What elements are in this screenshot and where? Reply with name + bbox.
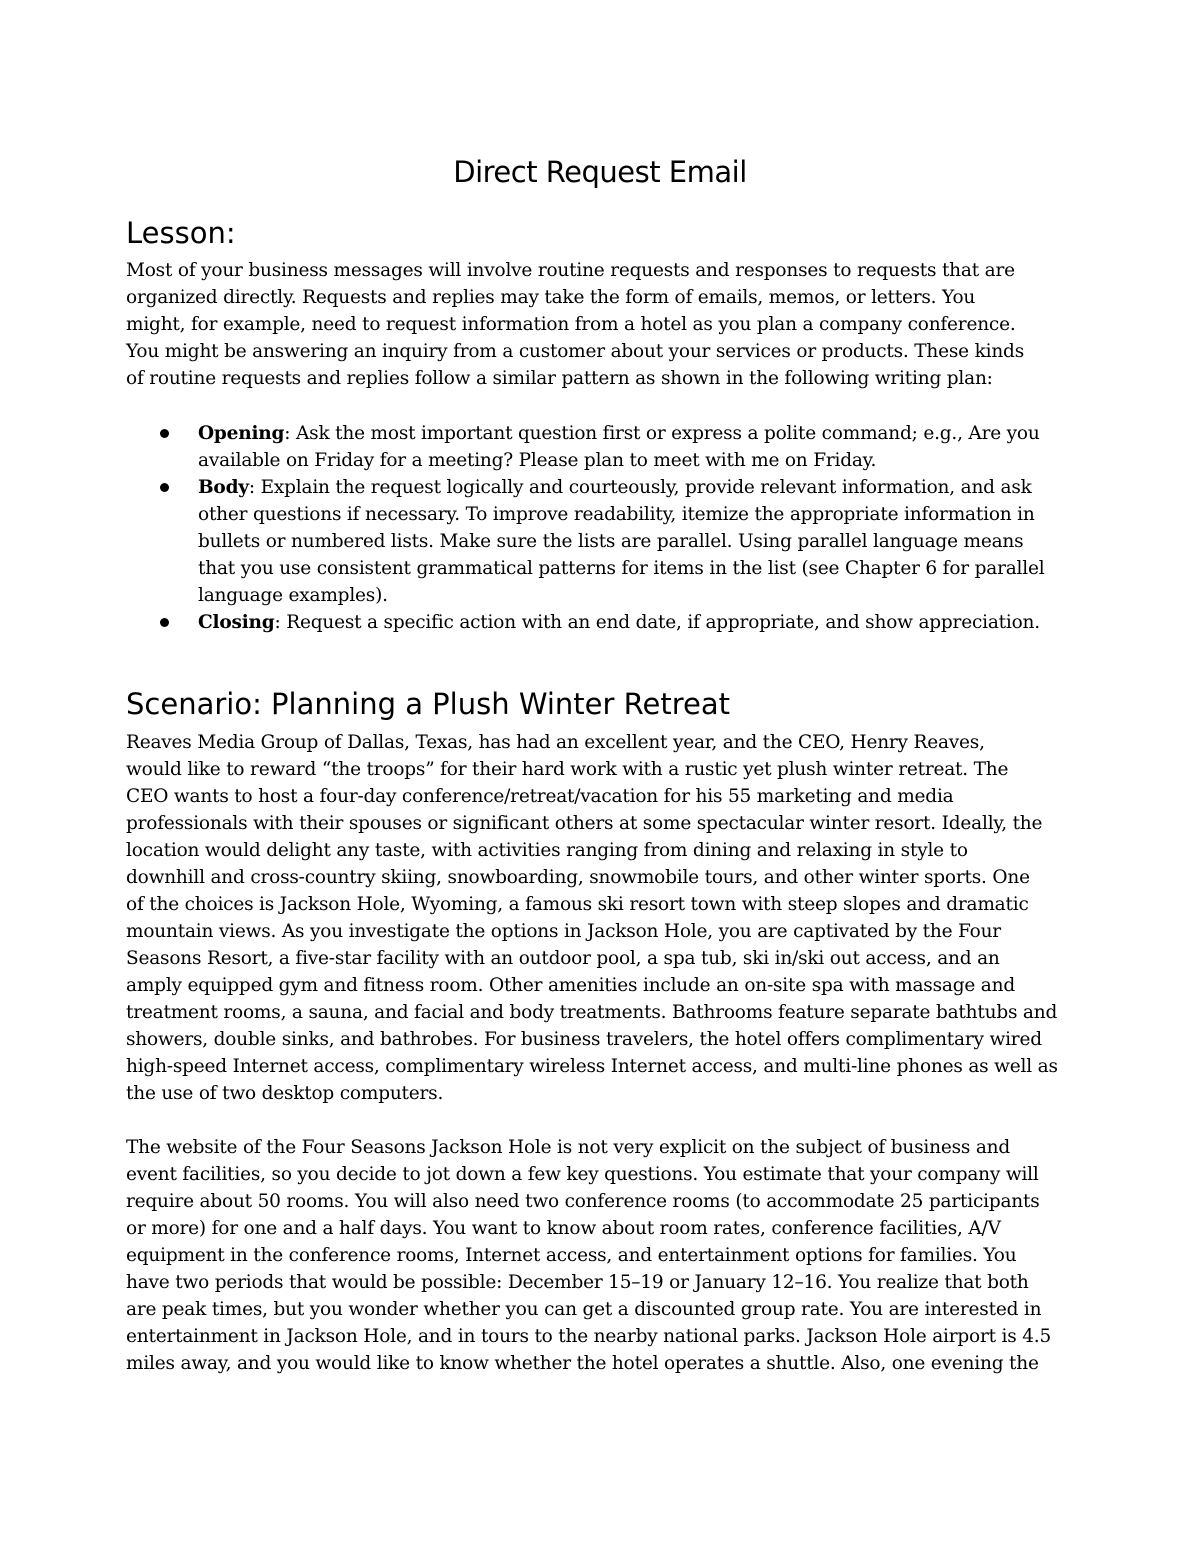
- list-item-text: : Ask the most important question first or express a polite command; e.g., Are you: [284, 423, 1040, 444]
- paragraph-line: or more) for one and a half days. You want to know about room rates, conference facilities, A/V: [126, 1218, 1001, 1239]
- paragraph-line: showers, double sinks, and bathrobes. For business travelers, the hotel offers complimentary wired: [126, 1029, 1042, 1050]
- paragraph-line: organized directly. Requests and replies may take the form of emails, memos, or letters. You: [126, 287, 976, 308]
- list-item-text: : Explain the request logically and courteously, provide relevant information, and ask: [248, 477, 1032, 498]
- list-item-line: bullets or numbered lists. Make sure the lists are parallel. Using parallel language means: [198, 531, 1024, 552]
- lesson-heading: Lesson:: [126, 216, 236, 250]
- lesson-paragraph: [126, 257, 1086, 392]
- list-item-term: Closing: [198, 612, 275, 633]
- paragraph-line: miles away, and you would like to know whether the hotel operates a shuttle. Also, one evening the: [126, 1353, 1039, 1374]
- paragraph-line: have two periods that would be possible: December 15–19 or January 12–16. You realize that both: [126, 1272, 1029, 1293]
- paragraph-line: You might be answering an inquiry from a customer about your services or products. These kinds: [126, 341, 1024, 362]
- paragraph-line: mountain views. As you investigate the options in Jackson Hole, you are captivated by the Four: [126, 921, 1001, 942]
- paragraph-line: high-speed Internet access, complimentary wireless Internet access, and multi-line phones as well as: [126, 1056, 1058, 1077]
- paragraph-line: the use of two desktop computers.: [126, 1083, 444, 1104]
- paragraph-line: downhill and cross-country skiing, snowboarding, snowmobile tours, and other winter sports. One: [126, 867, 1030, 888]
- bullet-icon: [160, 618, 169, 627]
- list-item-text: : Request a specific action with an end date, if appropriate, and show appreciation.: [274, 612, 1040, 633]
- paragraph-line: professionals with their spouses or significant others at some spectacular winter resort. Ideally, the: [126, 813, 1043, 834]
- paragraph-line: of routine requests and replies follow a similar pattern as shown in the following writing plan:: [126, 368, 993, 389]
- list-item-line: [198, 420, 1080, 447]
- paragraph-line: entertainment in Jackson Hole, and in tours to the nearby national parks. Jackson Hole airport is 4.5: [126, 1326, 1052, 1347]
- document-title: Direct Request Email: [453, 155, 747, 189]
- scenario-paragraph-2: [126, 1134, 1086, 1377]
- paragraph-line: Reaves Media Group of Dallas, Texas, has had an excellent year, and the CEO, Henry Reaves,: [126, 732, 985, 753]
- paragraph-line: CEO wants to host a four-day conference/retreat/vacation for his 55 marketing and media: [126, 786, 954, 807]
- paragraph-line: amply equipped gym and fitness room. Other amenities include an on-site spa with massage and: [126, 975, 1015, 996]
- list-item-closing: [160, 609, 1080, 636]
- list-item-line: that you use consistent grammatical patterns for items in the list (see Chapter 6 for parallel: [198, 558, 1045, 579]
- list-item-line: [198, 609, 1080, 636]
- paragraph-line: equipment in the conference rooms, Internet access, and entertainment options for families. You: [126, 1245, 1017, 1266]
- list-item-line: language examples).: [198, 585, 388, 606]
- paragraph-line: of the choices is Jackson Hole, Wyoming, a famous ski resort town with steep slopes and dramatic: [126, 894, 1029, 915]
- bullet-icon: [160, 429, 169, 438]
- list-item-term: Opening: [198, 423, 285, 444]
- paragraph-line: are peak times, but you wonder whether you can get a discounted group rate. You are interested in: [126, 1299, 1042, 1320]
- paragraph-line: Seasons Resort, a five-star facility with an outdoor pool, a spa tub, ski in/ski out access, and an: [126, 948, 1000, 969]
- paragraph-line: location would delight any taste, with activities ranging from dining and relaxing in style to: [126, 840, 968, 861]
- scenario-paragraph-1: [126, 729, 1086, 1107]
- paragraph-line: The website of the Four Seasons Jackson Hole is not very explicit on the subject of business and: [126, 1137, 1011, 1158]
- list-item-line: other questions if necessary. To improve readability, itemize the appropriate information in: [198, 504, 1035, 525]
- list-item-line: available on Friday for a meeting? Please plan to meet with me on Friday.: [198, 450, 877, 471]
- writing-plan-list: [160, 420, 1080, 636]
- paragraph-line: might, for example, need to request information from a hotel as you plan a company conference.: [126, 314, 1016, 335]
- list-item-body: [160, 474, 1080, 609]
- paragraph-line: require about 50 rooms. You will also need two conference rooms (to accommodate 25 participants: [126, 1191, 1040, 1212]
- scenario-heading: Scenario: Planning a Plush Winter Retreat: [126, 687, 730, 721]
- paragraph-line: Most of your business messages will involve routine requests and responses to requests that are: [126, 260, 1015, 281]
- list-item-line: [198, 474, 1080, 501]
- paragraph-line: treatment rooms, a sauna, and facial and body treatments. Bathrooms feature separate bathtubs and: [126, 1002, 1058, 1023]
- list-item-term: Body: [198, 477, 249, 498]
- paragraph-line: would like to reward “the troops” for their hard work with a rustic yet plush winter retreat. The: [126, 759, 1009, 780]
- list-item-opening: [160, 420, 1080, 474]
- paragraph-line: event facilities, so you decide to jot down a few key questions. You estimate that your company will: [126, 1164, 1039, 1185]
- bullet-icon: [160, 483, 169, 492]
